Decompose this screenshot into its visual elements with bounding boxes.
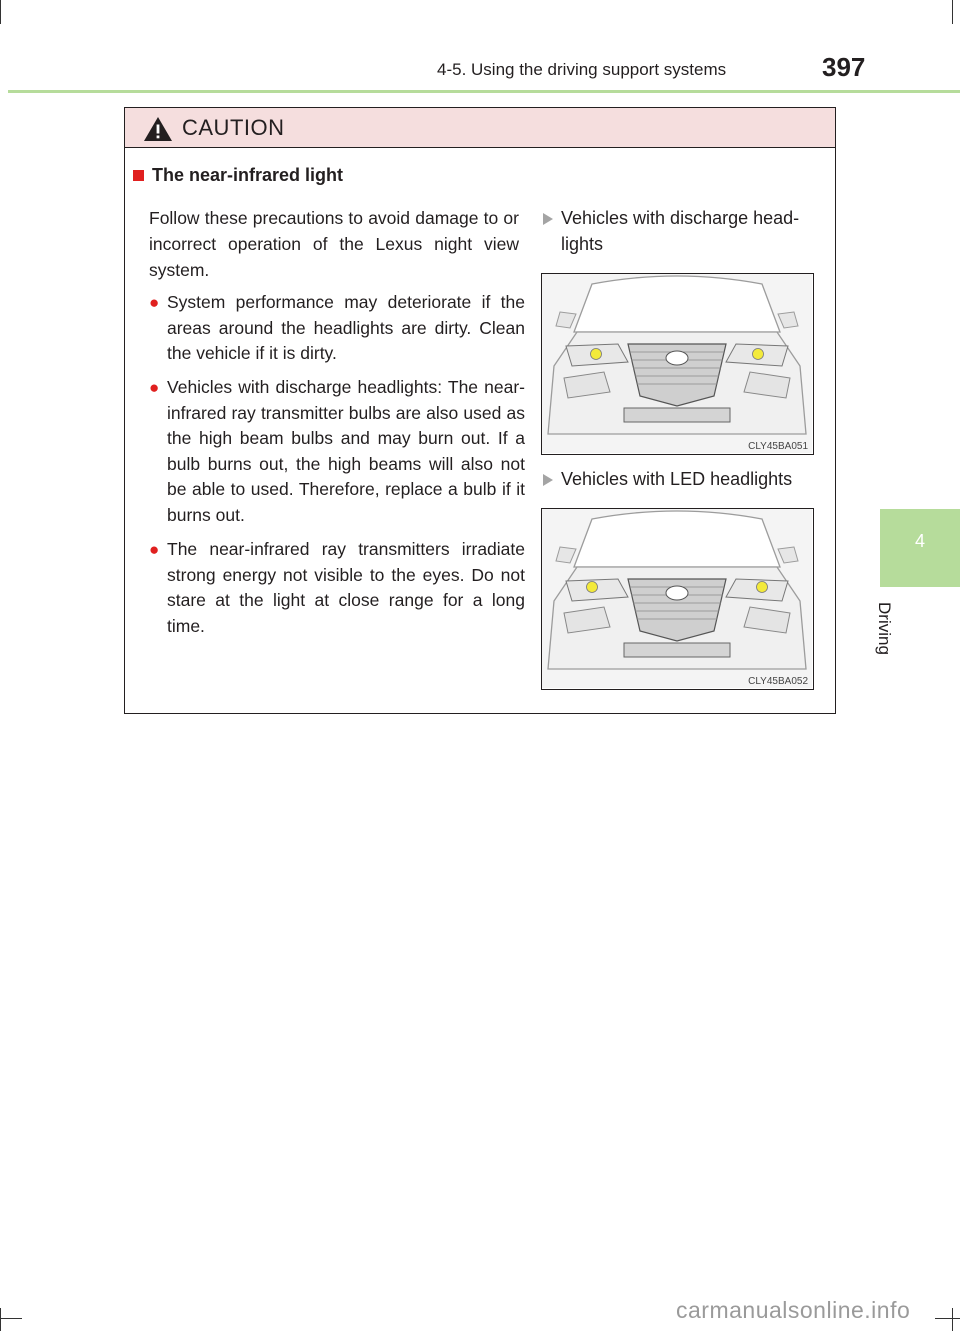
triangle-bullet-icon xyxy=(543,474,553,486)
crop-mark xyxy=(0,1308,1,1331)
crop-mark xyxy=(952,1308,953,1331)
list-item-text: Vehicles with discharge headlights: The near-infrared ray transmitter bulbs are also used as the high beam bulbs and may burn out. If a bulb burns out, the high beams will also not be able to used. Therefore, replace a bulb if it burns out. xyxy=(167,377,525,525)
triangle-bullet-icon xyxy=(543,213,553,225)
section-title: 4-5. Using the driving support systems xyxy=(437,60,727,79)
car-front-figure xyxy=(541,508,814,690)
figure-caption xyxy=(543,466,813,492)
figure-code: CLY45BA051 xyxy=(748,441,808,452)
list-item xyxy=(149,375,525,528)
caution-header xyxy=(125,108,835,148)
figure-caption xyxy=(543,205,813,257)
list-item-text: System performance may deteriorate if the areas around the headlights are dirty. Clean the vehicle if it is dirty. xyxy=(167,292,525,363)
page-number: 397 xyxy=(822,52,866,82)
crop-mark xyxy=(952,0,953,24)
chapter-label-text: Driving xyxy=(875,602,894,655)
subheading-text: The near-infrared light xyxy=(152,165,344,185)
car-front-illustration xyxy=(542,509,812,688)
list-item xyxy=(149,290,525,367)
chapter-label xyxy=(874,602,914,662)
bullet-dot-icon: ● xyxy=(149,293,160,312)
crop-mark xyxy=(935,1318,960,1319)
crop-mark xyxy=(0,1318,22,1319)
crop-mark xyxy=(0,0,1,24)
list-item xyxy=(149,537,525,639)
warning-icon xyxy=(143,116,173,142)
chapter-number: 4 xyxy=(914,531,925,551)
intro-paragraph: Follow these precautions to avoid damage to or incorrect operation of the Lexus night view system. xyxy=(149,208,519,280)
caution-label: CAUTION xyxy=(182,115,285,140)
list-item-text: The near-infrared ray transmitters irradiate strong energy not visible to the eyes. Do not stare at the light at close range for a long time. xyxy=(167,539,525,636)
bullet-dot-icon: ● xyxy=(149,540,160,559)
watermark: carmanualsonline.info xyxy=(676,1297,911,1323)
red-square-icon xyxy=(133,170,144,181)
header-rule xyxy=(8,90,960,93)
figure-code: CLY45BA052 xyxy=(748,676,808,687)
bullet-dot-icon: ● xyxy=(149,378,160,397)
subheading xyxy=(133,165,343,186)
figure-caption-text: Vehicles with LED headlights xyxy=(561,469,793,489)
chapter-tab xyxy=(880,509,960,587)
car-front-illustration xyxy=(542,274,812,453)
car-front-figure xyxy=(541,273,814,455)
caution-box xyxy=(124,107,836,714)
figure-caption-text: Vehicles with discharge head-lights xyxy=(561,208,800,254)
